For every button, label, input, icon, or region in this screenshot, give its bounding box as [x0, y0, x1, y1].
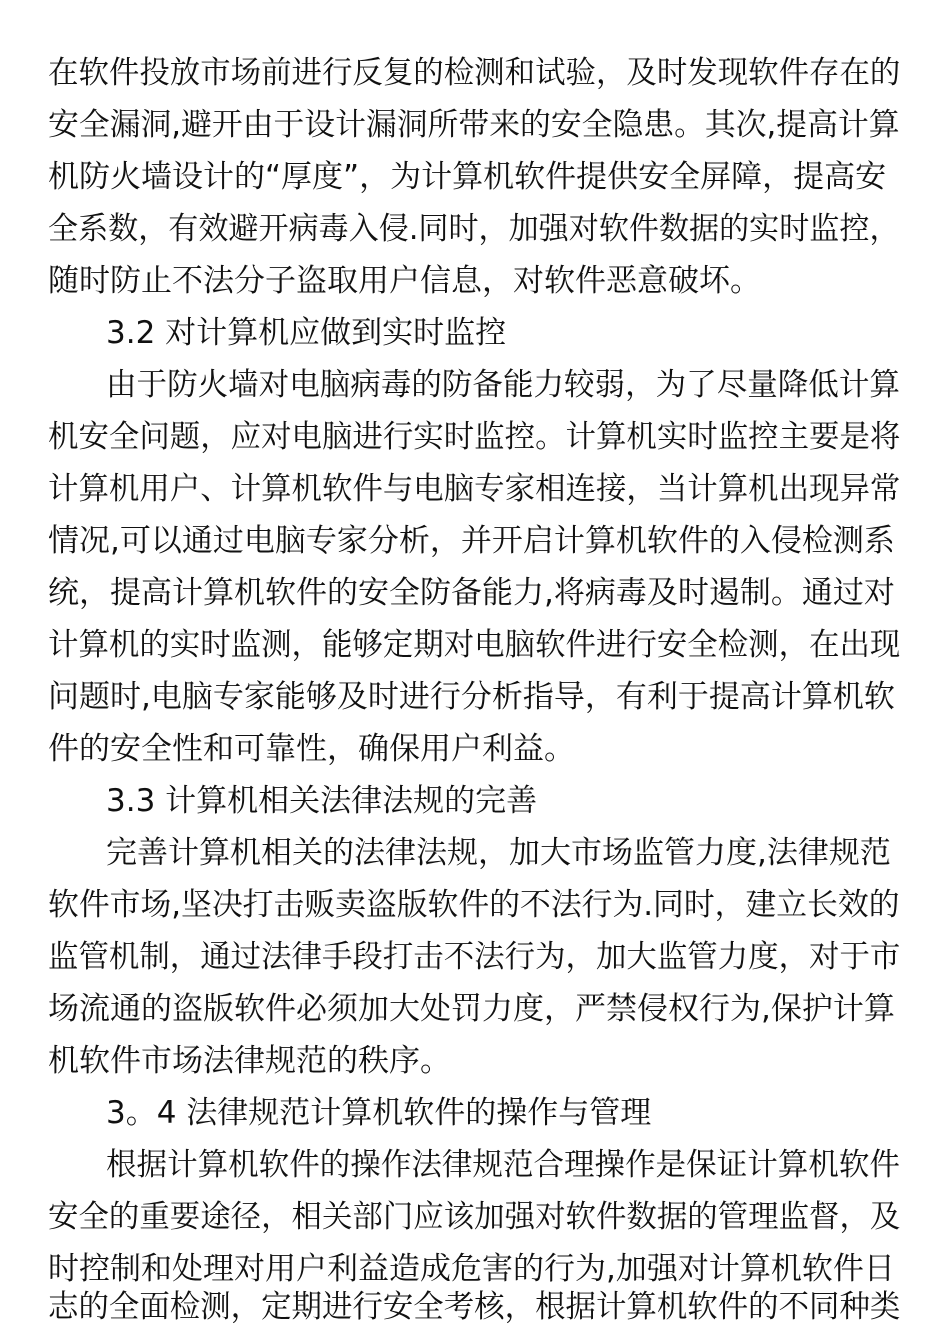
- text-line: 安全漏洞,避开由于设计漏洞所带来的安全隐患。其次,提高计算: [48, 107, 900, 143]
- text-line: 计算机的实时监测，能够定期对电脑软件进行安全检测，在出现: [48, 627, 901, 663]
- text-line: 根据计算机软件的操作法律规范合理操作是保证计算机软件: [106, 1147, 900, 1183]
- text-line: 场流通的盗版软件必须加大处罚力度，严禁侵权行为,保护计算: [48, 991, 895, 1027]
- text-line: 机防火墙设计的“厚度”，为计算机软件提供安全屏障，提高安: [48, 159, 887, 195]
- text-line: 情况,可以通过电脑专家分析，并开启计算机软件的入侵检测系: [48, 523, 895, 559]
- text-line: 全系数，有效避开病毒入侵.同时，加强对软件数据的实时监控，: [48, 211, 900, 247]
- text-line: 随时防止不法分子盗取用户信息，对软件恶意破坏。: [48, 263, 761, 299]
- text-line: 在软件投放市场前进行反复的检测和试验，及时发现软件存在的: [48, 55, 901, 91]
- text-line: 监管机制，通过法律手段打击不法行为，加大监管力度，对于市: [48, 939, 901, 975]
- text-line: 软件市场,坚决打击贩卖盗版软件的不法行为.同时，建立长效的: [48, 887, 900, 923]
- text-line: 计算机用户、计算机软件与电脑专家相连接，当计算机出现异常: [48, 471, 901, 507]
- section-heading: 3。4 法律规范计算机软件的操作与管理: [106, 1095, 652, 1131]
- section-heading: 3.2 对计算机应做到实时监控: [106, 315, 507, 351]
- text-line: 机软件市场法律规范的秩序。: [48, 1043, 451, 1079]
- text-line: 问题时,电脑专家能够及时进行分析指导，有利于提高计算机软: [48, 679, 895, 715]
- text-line: 件的安全性和可靠性，确保用户利益。: [48, 731, 575, 767]
- text-line: 完善计算机相关的法律法规，加大市场监管力度,法律规范: [106, 835, 891, 871]
- text-line: 机安全问题，应对电脑进行实时监控。计算机实时监控主要是将: [48, 419, 901, 455]
- text-line: 由于防火墙对电脑病毒的防备能力较弱，为了尽量降低计算: [106, 367, 900, 403]
- text-line: 时控制和处理对用户利益造成危害的行为,加强对计算机软件日: [48, 1251, 895, 1287]
- text-line: 统，提高计算机软件的安全防备能力,将病毒及时遏制。通过对: [48, 575, 895, 611]
- text-line: 安全的重要途径，相关部门应该加强对软件数据的管理监督，及: [48, 1199, 901, 1235]
- text-line: 志的全面检测，定期进行安全考核，根据计算机软件的不同种类: [48, 1289, 901, 1325]
- section-heading: 3.3 计算机相关法律法规的完善: [106, 783, 538, 819]
